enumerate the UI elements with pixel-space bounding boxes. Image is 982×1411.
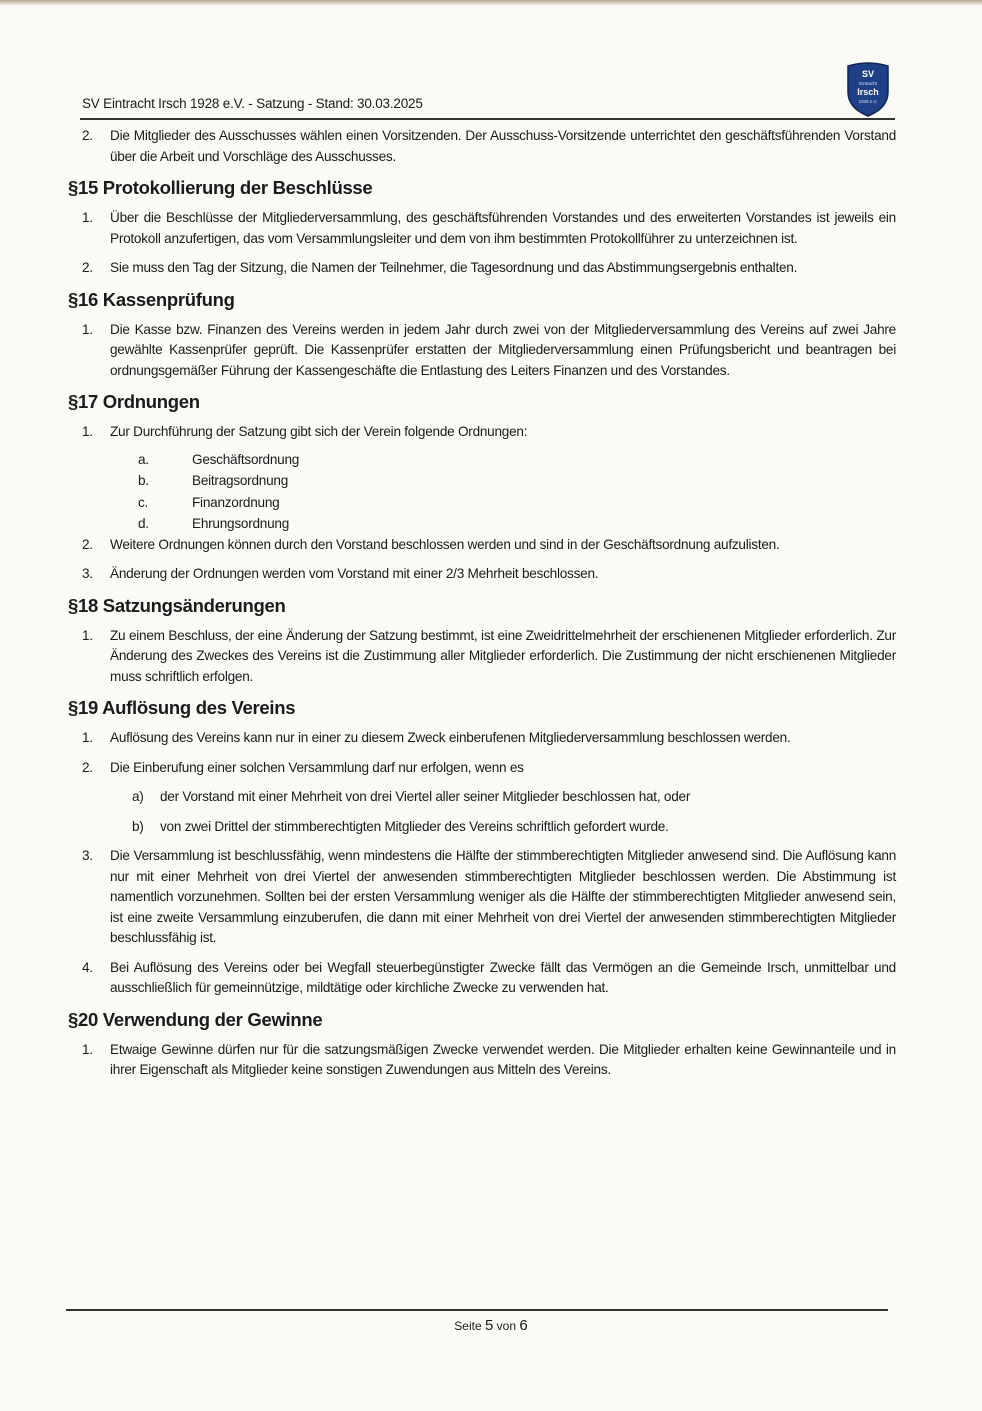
club-logo-icon xyxy=(844,62,892,118)
item-text: Sie muss den Tag der Sitzung, die Namen der Teilnehmer, die Tagesordnung und das Abstimmungsergebnis enthalten. xyxy=(110,260,798,275)
sub-item-text: Geschäftsordnung xyxy=(192,451,300,467)
item-number: 1. xyxy=(82,210,93,225)
list-item xyxy=(60,728,896,749)
header-rule xyxy=(80,118,895,120)
sub-item xyxy=(60,817,896,838)
item-text: Zur Durchführung der Satzung gibt sich der Verein folgende Ordnungen: xyxy=(110,424,528,439)
item-text: Auflösung des Vereins kann nur in einer zu diesem Zweck einberufenen Mitgliederversammlung beschlossen werden. xyxy=(110,730,791,745)
sub-item-text: der Vorstand mit einer Mehrheit von drei Viertel aller seiner Mitglieder beschlossen hat, oder xyxy=(160,789,691,804)
item-number: 4. xyxy=(82,959,93,975)
item-number: 1. xyxy=(82,1041,93,1057)
item-text: Bei Auflösung des Vereins oder bei Wegfall steuerbegünstigter Zwecke fällt das Vermögen an die Gemeinde Irsch, unmittelbar und ausschließlich für gemeinnützige, mildtätige oder kirchliche Zwecke zu verwenden hat. xyxy=(110,959,896,995)
item-text: Änderung der Ordnungen werden vom Vorstand mit einer 2/3 Mehrheit beschlossen. xyxy=(110,566,599,581)
section-heading-15: §15 Protokollierung der Beschlüsse xyxy=(68,177,373,198)
section-heading-20: §20 Verwendung der Gewinne xyxy=(68,1008,323,1030)
item-text: Die Einberufung einer solchen Versammlung darf nur erfolgen, wenn es xyxy=(110,759,524,775)
section-heading-19: §19 Auflösung des Vereins xyxy=(68,697,296,718)
item-number: 2. xyxy=(82,260,93,275)
sub-item-letter: a) xyxy=(132,789,144,804)
list-item xyxy=(60,320,896,382)
item-number: 2. xyxy=(82,128,93,143)
section-heading-18: §18 Satzungsänderungen xyxy=(68,594,286,616)
list-item xyxy=(60,126,896,167)
logo-text-sv: SV xyxy=(861,69,875,79)
list-item xyxy=(60,1040,896,1081)
item-text: Die Versammlung ist beschlussfähig, wenn mindestens die Hälfte der stimmberechtigten Mitglieder anwesend sind. Die Auflösung kann nur mit einer Mehrheit von drei Viertel der anwesenden stimmberechtigten Mitglieder beschlossen werden. Die Abstimmung ist namentlich vorzunehmen. Sollten bei der ersten Versammlung weniger als die Hälfte der stimmberechtigten Mitglieder anwesend sein, ist eine zweite Versammlung einzuberufen, die dann mit einer Mehrheit von drei Viertel der anwesenden stimmberechtigten Mitglieder beschlussfähig ist. xyxy=(110,848,896,945)
sub-item-letter: b. xyxy=(138,473,149,488)
sub-item-text: Ehrungsordnung xyxy=(192,516,290,531)
item-text: Zu einem Beschluss, der eine Änderung der Satzung bestimmt, ist eine Zweidrittelmehrheit der erschienenen Mitglieder erforderlich. Zur Änderung des Zweckes des Vereins ist die Zustimmung aller Mitglieder erforderlich. Die Zustimmung der nicht erschienenen Mitglieder muss schriftlich erfolgen. xyxy=(110,627,896,684)
list-item xyxy=(60,758,896,779)
page-number: 5 xyxy=(484,1317,494,1334)
sub-item-letter: b) xyxy=(132,818,144,834)
list-item xyxy=(60,846,896,949)
sub-item xyxy=(60,470,896,492)
list-item xyxy=(60,208,896,249)
section-heading-16: §16 Kassenprüfung xyxy=(68,288,235,310)
footer-prefix: Seite xyxy=(454,1319,482,1333)
list-item xyxy=(60,958,896,999)
sub-item-text: von zwei Drittel der stimmberechtigten Mitglieder des Vereins schriftlich gefordert wurde. xyxy=(160,818,669,834)
list-item xyxy=(60,258,896,279)
sub-item-letter: c. xyxy=(138,494,149,510)
item-text: Die Mitglieder des Ausschusses wählen einen Vorsitzenden. Der Ausschuss-Vorsitzende unterrichtet den geschäftsführenden Vorstand über die Arbeit und Vorschläge des Ausschusses. xyxy=(110,128,896,164)
page-header: SV Eintracht Irsch 1928 e.V. - Satzung - Stand: 30.03.2025 xyxy=(82,96,423,111)
logo-text-year: 1928 e.V. xyxy=(858,99,878,104)
list-item xyxy=(60,564,896,585)
item-text: Über die Beschlüsse der Mitgliederversammlung, des geschäftsführenden Vorstandes und des erweiterten Vorstandes ist jeweils ein Protokoll anzufertigen, das vom Versammlungsleiter und dem von ihm bestimmten Protokollführer zu unterzeichnen ist. xyxy=(110,210,896,246)
item-text: Weitere Ordnungen können durch den Vorstand beschlossen werden und sind in der Geschäftsordnung aufzulisten. xyxy=(110,536,780,552)
item-number: 1. xyxy=(82,321,93,337)
sub-item xyxy=(60,787,896,808)
list-item xyxy=(60,535,896,556)
footer-separator: von xyxy=(496,1319,517,1333)
section-heading-17: §17 Ordnungen xyxy=(68,391,200,412)
footer-rule xyxy=(66,1309,888,1311)
item-number: 3. xyxy=(82,848,93,863)
sub-item-letter: a. xyxy=(138,451,149,467)
sub-item-text: Beitragsordnung xyxy=(192,473,289,488)
item-number: 2. xyxy=(82,759,93,775)
page-footer xyxy=(0,1317,982,1334)
logo-text-irsch: Irsch xyxy=(857,87,879,97)
item-number: 1. xyxy=(82,730,93,745)
scan-edge xyxy=(0,0,982,6)
item-number: 1. xyxy=(82,424,93,439)
item-text: Etwaige Gewinne dürfen nur für die satzungsmäßigen Zwecke verwendet werden. Die Mitglieder erhalten keine Gewinnanteile und in ihrer Eigenschaft als Mitglieder keine sonstigen Zuwendungen aus Mitteln des Vereins. xyxy=(110,1041,896,1077)
item-number: 1. xyxy=(82,627,93,643)
list-item xyxy=(60,626,896,688)
item-text: Die Kasse bzw. Finanzen des Vereins werden in jedem Jahr durch zwei von der Mitgliederversammlung des Vereins auf zwei Jahre gewählte Kassenprüfer geprüft. Die Kassenprüfer erstatten der Mitgliederversammlung einen Prüfungsbericht und beantragen bei ordnungsgemäßer Führung der Kassengeschäfte die Entlastung des Leiters Finanzen und des Vorstandes. xyxy=(110,321,896,378)
sub-item xyxy=(60,513,896,535)
sub-item xyxy=(60,449,896,471)
sub-item-text: Finanzordnung xyxy=(192,494,280,510)
item-number: 2. xyxy=(82,536,93,552)
logo-text-eintracht: Eintracht xyxy=(859,81,877,86)
page-total: 6 xyxy=(519,1317,528,1334)
document-body xyxy=(60,126,896,1090)
list-item xyxy=(60,422,896,443)
sub-item xyxy=(60,492,896,514)
sub-item-letter: d. xyxy=(138,516,149,531)
item-number: 3. xyxy=(82,566,93,581)
